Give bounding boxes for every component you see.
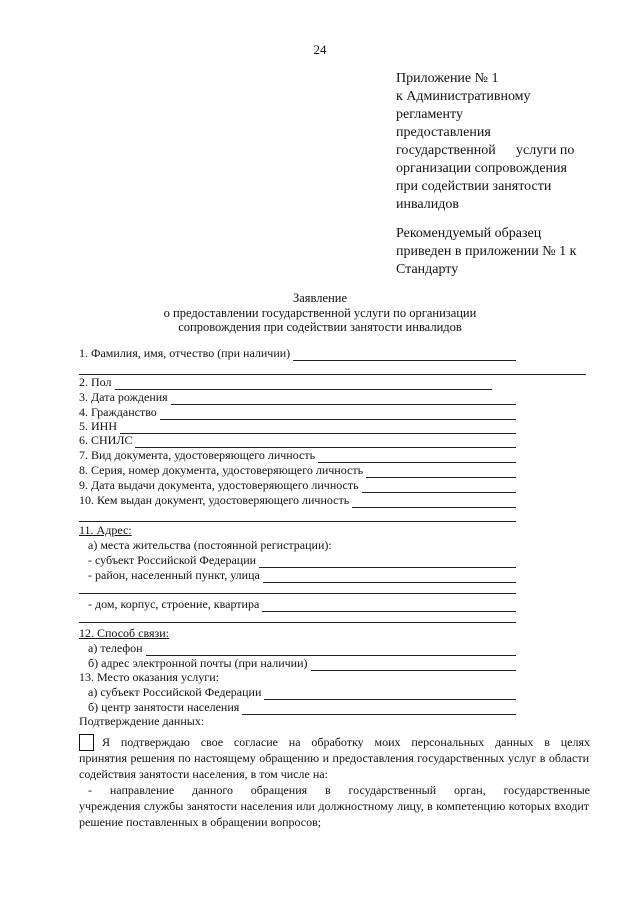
address-house[interactable] bbox=[88, 597, 516, 612]
field-birth-date-label: 3. Дата рождения bbox=[79, 390, 168, 404]
appendix-line-2: к Административному bbox=[396, 89, 531, 104]
contact-email[interactable] bbox=[88, 656, 516, 671]
bullet-text: учреждения службы занятости населения или должностному лицу, в компетенцию которых входит решение поставленных в обращении вопросов; bbox=[79, 799, 589, 829]
service-place-heading bbox=[79, 670, 219, 685]
address-subject-label: - субъект Российской Федерации bbox=[88, 553, 257, 567]
field-id-doc-date[interactable] bbox=[79, 478, 516, 493]
address-district-label: - район, населенный пункт, улица bbox=[88, 568, 260, 582]
issuer-continuation-line[interactable] bbox=[79, 521, 516, 522]
field-snils[interactable] bbox=[79, 433, 516, 448]
confirmation-heading-label: Подтверждение данных: bbox=[79, 714, 205, 728]
field-id-doc-number-line[interactable] bbox=[366, 466, 516, 478]
field-id-doc-number[interactable] bbox=[79, 463, 516, 478]
address-house-continuation-line[interactable] bbox=[79, 622, 516, 623]
appendix-line-1: Приложение № 1 bbox=[396, 71, 499, 86]
service-center-label: б) центр занятости населения bbox=[88, 700, 240, 714]
service-subject[interactable] bbox=[88, 685, 516, 700]
document-subtitle-2: сопровождения при содействии занятости инвалидов bbox=[178, 320, 462, 334]
field-id-doc-issuer[interactable] bbox=[79, 493, 516, 508]
note-line-1: Рекомендуемый образец bbox=[396, 226, 542, 241]
address-residence bbox=[88, 538, 516, 553]
confirmation-heading bbox=[79, 714, 204, 729]
field-id-doc-date-line[interactable] bbox=[362, 481, 516, 493]
appendix-line-3: регламенту bbox=[396, 107, 463, 122]
appendix-line-5: государственной bbox=[396, 143, 496, 158]
note-line-2: приведен в приложении № 1 к bbox=[396, 244, 577, 259]
consent-checkbox[interactable] bbox=[79, 734, 94, 751]
field-full-name-label: 1. Фамилия, имя, отчество (при наличии) bbox=[79, 346, 291, 360]
consent-text: принятия решения по настоящему обращению и предоставления государственных услуг в области содействия занятости населения, в том числе на: bbox=[79, 751, 589, 781]
address-subject[interactable] bbox=[88, 553, 516, 568]
service-center-line[interactable] bbox=[242, 703, 516, 715]
field-id-doc-issuer-label: 10. Кем выдан документ, удостоверяющего личность bbox=[79, 493, 350, 507]
address-subject-line[interactable] bbox=[259, 556, 516, 568]
appendix-line-5b: услуги по bbox=[516, 143, 575, 158]
field-citizenship[interactable] bbox=[79, 405, 516, 420]
bullet-first-line: - направление данного обращения в государственный орган, государственные bbox=[88, 783, 590, 797]
contact-email-label: б) адрес электронной почты (при наличии) bbox=[88, 656, 308, 670]
address-district[interactable] bbox=[88, 568, 516, 583]
consent-first-line: Я подтверждаю свое согласие на обработку моих персональных данных в целях bbox=[102, 735, 590, 749]
field-sex-line[interactable] bbox=[115, 378, 493, 390]
field-birth-date-line[interactable] bbox=[171, 393, 516, 405]
field-sex-label: 2. Пол bbox=[79, 375, 112, 389]
address-continuation-line[interactable] bbox=[79, 593, 516, 594]
address-heading-label: 11. Адрес: bbox=[79, 523, 132, 537]
field-full-name[interactable] bbox=[79, 346, 516, 361]
service-subject-line[interactable] bbox=[264, 688, 516, 700]
field-full-name-line[interactable] bbox=[293, 349, 516, 361]
field-inn[interactable] bbox=[79, 419, 516, 434]
contact-phone-line[interactable] bbox=[146, 644, 516, 656]
field-id-doc-type-line[interactable] bbox=[318, 451, 516, 463]
address-district-line[interactable] bbox=[263, 571, 516, 583]
contact-email-line[interactable] bbox=[311, 659, 517, 671]
field-id-doc-type[interactable] bbox=[79, 448, 516, 463]
contact-phone[interactable] bbox=[88, 641, 516, 656]
appendix-line-7: при содействии занятости bbox=[396, 179, 552, 194]
note-line-3: Стандарту bbox=[396, 262, 459, 277]
address-heading bbox=[79, 523, 132, 538]
field-id-doc-type-label: 7. Вид документа, удостоверяющего личность bbox=[79, 448, 316, 462]
field-sex[interactable] bbox=[79, 375, 492, 390]
appendix-line-4: предоставления bbox=[396, 125, 491, 140]
field-id-doc-date-label: 9. Дата выдачи документа, удостоверяющего личность bbox=[79, 478, 359, 492]
address-house-label: - дом, корпус, строение, квартира bbox=[88, 597, 260, 611]
page-number: 24 bbox=[313, 42, 327, 57]
field-snils-line[interactable] bbox=[135, 436, 516, 448]
field-citizenship-label: 4. Гражданство bbox=[79, 405, 157, 419]
field-birth-date[interactable] bbox=[79, 390, 516, 405]
service-place-heading-label: 13. Место оказания услуги: bbox=[79, 670, 219, 684]
contact-heading-label: 12. Способ связи: bbox=[79, 626, 170, 640]
field-inn-label: 5. ИНН bbox=[79, 419, 117, 433]
service-center[interactable] bbox=[88, 700, 516, 715]
appendix-line-8: инвалидов bbox=[396, 197, 459, 212]
document-title: Заявление bbox=[292, 291, 347, 305]
contact-heading bbox=[79, 626, 169, 641]
document-subtitle-1: о предоставлении государственной услуги по организации bbox=[163, 306, 477, 320]
appendix-line-6: организации сопровождения bbox=[396, 161, 567, 176]
field-snils-label: 6. СНИЛС bbox=[79, 433, 133, 447]
address-house-line[interactable] bbox=[262, 600, 516, 612]
contact-phone-label: а) телефон bbox=[88, 641, 143, 655]
service-subject-label: а) субъект Российской Федерации bbox=[88, 685, 262, 699]
field-id-doc-issuer-line[interactable] bbox=[352, 496, 516, 508]
address-residence-label: а) места жительства (постоянной регистрации): bbox=[88, 538, 332, 552]
field-id-doc-number-label: 8. Серия, номер документа, удостоверяющего личность bbox=[79, 463, 364, 477]
